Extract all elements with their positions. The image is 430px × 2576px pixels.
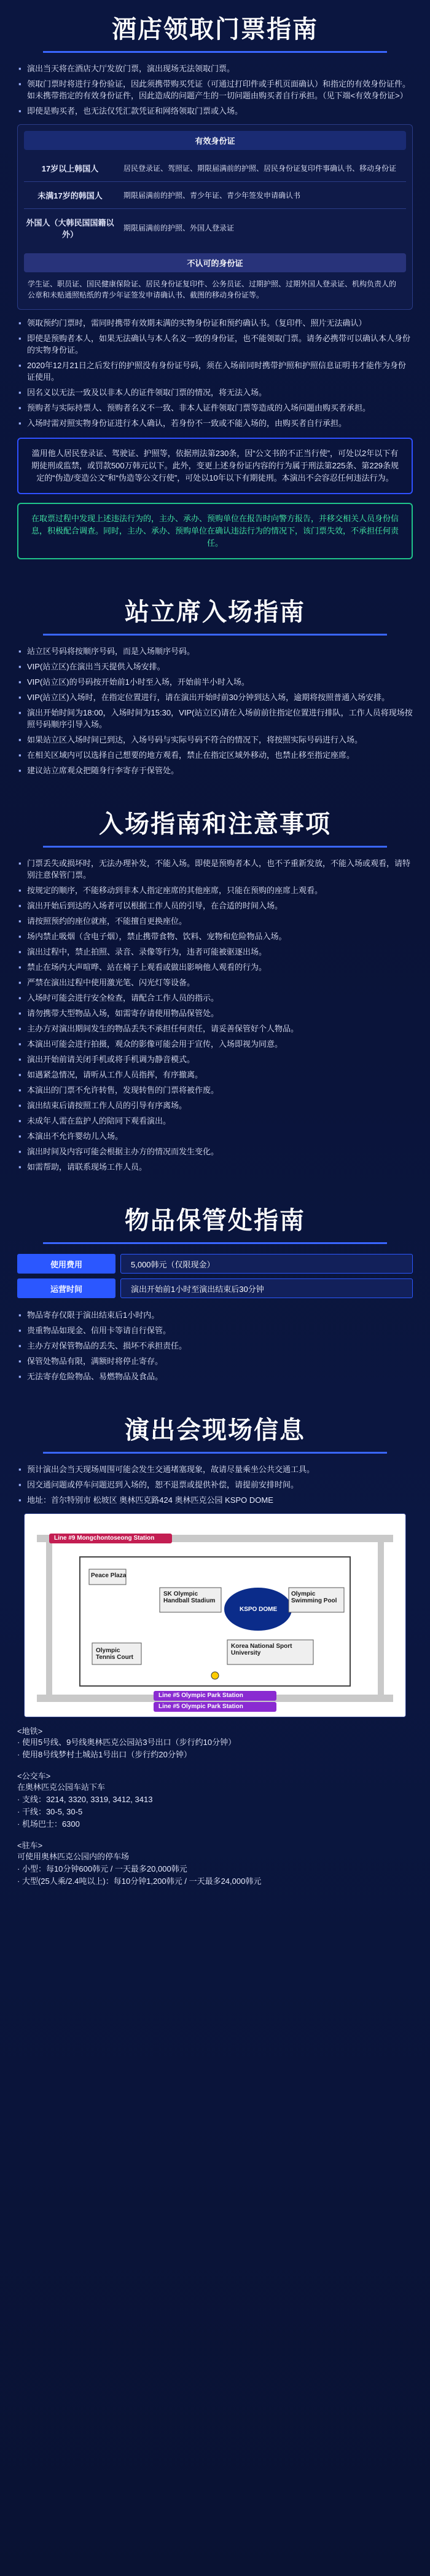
map-line5-b: Line #5 Olympic Park Station (158, 1703, 243, 1710)
id-label: 未满17岁的韩国人 (37, 191, 103, 200)
id-table (24, 155, 406, 247)
entry-bullets (17, 857, 413, 1173)
id-label: 17岁以上韩国人 (41, 164, 99, 173)
entry-bullet: ▪ 禁止在场内大声喧哗、站在椅子上观看或做出影响他人观看的行为。 (17, 961, 413, 973)
ticket-section (0, 0, 430, 559)
ticket-bullet-2: ▪ 预购者与实际持票人、预购者名义不一致、非本人证件领取门票等造成的入场问题由购买者承担。 (17, 402, 413, 414)
entry-bullet: ▪ 演出过程中，禁止拍照、录音、录像等行为，违者可能被驱逐出场。 (17, 946, 413, 958)
entry-bullet: ▪ 未成年人需在监护人的陪同下观看演出。 (17, 1115, 413, 1127)
entry-bullet: ▪ 主办方对演出期间发生的物品丢失不承担任何责任，请妥善保管好个人物品。 (17, 1023, 413, 1034)
title-underline (43, 634, 387, 636)
standing-bullet: ▪ 建议站立席观众把随身行李寄存于保管处。 (17, 765, 413, 776)
ticket-bullet-2: ▪ 入场时需对照实物身份证进行本人确认，若身份不一致或不能入场的，由购买者自行承担。 (17, 417, 413, 429)
venue-map (24, 1513, 406, 1717)
map-kor-univ: Korea National Sport University (231, 1643, 292, 1656)
standing-bullet: ▪ VIP(站立区)入场时，在指定位置进行，请在演出开始时前30分钟到达入场，逾期将按照普通入场安排。 (17, 691, 413, 703)
storage-section (0, 1176, 430, 1382)
id-desc: 期限届满前的护照、外国人登录证 (123, 224, 235, 232)
ticket-bullet-2: ▪ 2020年12月21日之后发行的护照没有身份证号码，须在入场前同时携带护照和护照信息证明书才能作为身份证使用。 (17, 360, 413, 383)
ticket-bullets-2 (17, 317, 413, 429)
parking-line: · 大型(25人乘/2.4吨以上)：每10分钟1,200韩元 / 一天最多24,000韩元 (17, 1877, 262, 1886)
entry-bullet: ▪ 演出时间及内容可能会根据主办方的情况而发生变化。 (17, 1146, 413, 1157)
entry-bullet: ▪ 本演出的门票不允许转售，发现转售的门票将被作废。 (17, 1084, 413, 1096)
ticket-bullets (17, 63, 413, 117)
ticket-bullet-2: ▪ 领取预约门票时，需同时携带有效期未满的实物身份证和预约确认书。（复印件、照片无法确认） (17, 317, 413, 329)
id-card (17, 124, 413, 310)
standing-bullet: ▪ 在相关区域内可以选择自己想要的地方观看，禁止在指定区域外移动，也禁止移至指定座席。 (17, 749, 413, 761)
ticket-bullet: ▪ 演出当天将在酒店大厅发放门票，演出现场无法领取门票。 (17, 63, 413, 74)
bus-line: · 机场巴士：6300 (17, 1819, 80, 1829)
bus-line: · 支线：3214, 3320, 3319, 3412, 3413 (17, 1795, 153, 1804)
parking-title: <驻车> (17, 1841, 43, 1850)
storage-title: 物品保管处指南 (125, 1207, 305, 1234)
warning-box (17, 438, 413, 494)
entry-bullet: ▪ 演出开始后到达的入场者可以根据工作人员的引导，在合适的时间入场。 (17, 900, 413, 912)
storage-value: 5,000韩元（仅限现金） (120, 1254, 413, 1274)
storage-bullet: ▪ 无法寄存危险物品、易燃物品及食品。 (17, 1371, 413, 1382)
standing-bullet: ▪ VIP(站立区)在演出当天提供入场安排。 (17, 661, 413, 672)
standing-bullets (17, 645, 413, 776)
storage-table (17, 1254, 413, 1298)
entry-bullet: ▪ 演出结束后请按照工作人员的引导有序离场。 (17, 1100, 413, 1111)
storage-bullet: ▪ 保管处物品有限，满额时将停止寄存。 (17, 1355, 413, 1367)
storage-row (17, 1254, 413, 1274)
parking-line: 可使用奥林匹克公园内的停车场 (17, 1852, 130, 1861)
green-warning-text: 在取票过程中发现上述违法行为的，主办、承办、预购单位在报告时向警方报告，并移交相关人员身份信息，积极配合调查。同时，主办、承办、预购单位在确认违法行为的情况下，该门票失效，不承担任何责任。 (31, 514, 399, 548)
map-line5-a: Line #5 Olympic Park Station (158, 1692, 243, 1699)
subway-line: · 使用8号线梦村土城站1号出口（步行约20分钟） (17, 1750, 192, 1759)
storage-bullet: ▪ 主办方对保管物品的丢失、损坏不承担责任。 (17, 1340, 413, 1352)
bus-title: <公交车> (17, 1771, 51, 1781)
ticket-bullet-2: ▪ 即使是预购者本人，如果无法确认与本人名义一致的身份证，也不能领取门票。请务必携带可以确认本人身份的实物身份证。 (17, 333, 413, 356)
map-olympic-swimming: Olympic Swimming Pool (291, 1591, 337, 1604)
standing-bullet: ▪ 如果站立区入场时间已到达，入场号码与实际号码不符合的情况下，将按照实际号码进行入场。 (17, 734, 413, 746)
transit-info (17, 1725, 413, 1888)
warning-text: 滥用他人居民登录证、驾驶证、护照等，依据刑法第230条，因“公文书的不正当行使”，可处以2年以下有期徒刑或监禁，或罚款500万韩元以下。此外，变更上述身份证内容的行为属于刑法第225条、第229条规定的“伪造/变造公文”和“伪造等公文行使”，可处以10年以下有期徒刑。本演出不会容忍任何违法行为。 (31, 449, 399, 483)
bus-line: · 干线：30-5, 30-5 (17, 1807, 83, 1816)
entry-bullet: ▪ 本演出不允许婴幼儿入场。 (17, 1130, 413, 1142)
storage-key: 使用费用 (17, 1254, 115, 1274)
subway-line: · 使用5号线、9号线奥林匹克公园站3号出口（步行约10分钟） (17, 1738, 237, 1747)
id-row (24, 209, 406, 247)
entry-bullet: ▪ 按规定的顺序，不能移动到非本人指定座席的其他座席，只能在预购的座席上观看。 (17, 884, 413, 896)
storage-key: 运营时间 (17, 1278, 115, 1298)
map-kspo: KSPO DOME (240, 1606, 278, 1613)
invalid-text: 学生证、职员证、国民健康保险证、居民身份证复印件、公务员证、过期护照、过期外国人登录证、机构负责人的公章和未贴通照贴纸的青少年证签发申请确认书、截图的移动身份证等。 (28, 280, 397, 299)
venue-bullets (17, 1463, 413, 1506)
entry-bullet: ▪ 请按照预约的座位就座，不能擅自更换座位。 (17, 915, 413, 927)
standing-section (0, 568, 430, 776)
title-underline (43, 1242, 387, 1244)
storage-bullet: ▪ 物品寄存仅限于演出结束后1小时内。 (17, 1309, 413, 1321)
venue-section (0, 1386, 430, 1888)
entry-bullet: ▪ 入场时可能会进行安全检查，请配合工作人员的指示。 (17, 992, 413, 1004)
bus-line: 在奥林匹克公园车站下车 (17, 1782, 106, 1792)
map-line9: Line #9 Mongchontoseong Station (54, 1535, 155, 1542)
ticket-bullet: ▪ 领取门票时将进行身份验证，因此须携带购买凭证（可通过打印件或手机页面确认）和指定的有效身份证件。如未携带指定的有效身份证件，因此造成的问题产生的一切问题由购买者自行承担。（见下端<有效身份证>） (17, 78, 413, 101)
id-desc: 居民登录证、驾照证、期限届满前的护照、居民身份证复印件事确认书、移动身份证 (123, 163, 397, 173)
storage-bullets (17, 1309, 413, 1382)
entry-bullet: ▪ 门票丢失或损坏时，无法办理补发，不能入场。即使是预购者本人，也不予重新发放，不能入场或观看，请特别注意保管门票。 (17, 857, 413, 881)
storage-row (17, 1278, 413, 1298)
venue-bullet: ▪ 地址：首尔特别市 松坡区 奥林匹克路424 奥林匹克公园 KSPO DOME (17, 1494, 413, 1506)
entry-bullet: ▪ 如需帮助，请联系现场工作人员。 (17, 1161, 413, 1173)
map-peace-plaza: Peace Plaza (91, 1572, 127, 1579)
map-svg (25, 1514, 405, 1717)
standing-bullet: ▪ 演出开始时间为18:00，入场时间为15:30，VIP(站立区)请在入场前前往指定位置进行排队，工作人员将现场按照号码顺序引导入场。 (17, 707, 413, 730)
entry-bullet: ▪ 演出开始前请关闭手机或将手机调为静音模式。 (17, 1054, 413, 1065)
title-underline (43, 846, 387, 848)
subway-title: <地铁> (17, 1727, 43, 1736)
ticket-bullet-2: ▪ 因名义以无法一致及以非本人的证件领取门票的情况，将无法入场。 (17, 387, 413, 398)
venue-bullet: ▪ 因交通问题或停车问题迟到入场的，恕不退票或提供补偿，请提前安排时间。 (17, 1479, 413, 1491)
entry-title: 入场指南和注意事项 (99, 811, 331, 838)
green-warning-box (17, 503, 413, 559)
title-underline (43, 1452, 387, 1454)
id-row (24, 155, 406, 182)
storage-value: 演出开始前1小时至演出结束后30分钟 (120, 1278, 413, 1298)
standing-title: 站立席入场指南 (125, 599, 305, 626)
entry-bullet: ▪ 严禁在演出过程中使用激光笔、闪光灯等设备。 (17, 977, 413, 988)
id-label: 外国人（大韩民国国籍以外） (26, 218, 114, 239)
venue-bullet: ▪ 预计演出会当天现场周围可能会发生交通堵塞现象，故请尽量乘坐公共交通工具。 (17, 1463, 413, 1475)
entry-bullet: ▪ 场内禁止吸烟（含电子烟），禁止携带食物、饮料、宠物和危险物品入场。 (17, 931, 413, 942)
map-olympic-tennis: Olympic Tennis Court (96, 1647, 133, 1661)
entry-bullet: ▪ 如遇紧急情况，请听从工作人员指挥，有序撤离。 (17, 1069, 413, 1081)
id-table-heading: 有效身份证 (24, 131, 406, 150)
ticket-title: 酒店领取门票指南 (112, 16, 318, 43)
venue-title: 演出会现场信息 (125, 1417, 305, 1444)
ticket-bullet: ▪ 即使是购买者，也无法仅凭汇款凭证和网络领取门票或入场。 (17, 105, 413, 117)
entry-bullet: ▪ 请勿携带大型物品入场，如需寄存请使用物品保管处。 (17, 1007, 413, 1019)
entry-section (0, 780, 430, 1173)
invalid-heading: 不认可的身份证 (24, 253, 406, 272)
title-underline (43, 51, 387, 53)
standing-bullet: ▪ 站立区号码将按顺序号码，而是入场顺序号码。 (17, 645, 413, 657)
parking-line: · 小型：每10分钟600韩元 / 一天最多20,000韩元 (17, 1864, 187, 1873)
id-desc: 期限届满前的护照、青少年证、青少年签发申请确认书 (123, 191, 301, 200)
entry-bullet: ▪ 本演出可能会进行拍摄，观众的影像可能会用于宣传，入场即视为同意。 (17, 1038, 413, 1050)
standing-bullet: ▪ VIP(站立区)的号码按开始前1小时至入场，开始前半小时入场。 (17, 676, 413, 688)
id-row (24, 182, 406, 209)
storage-bullet: ▪ 贵重物品如现金、信用卡等请自行保管。 (17, 1325, 413, 1336)
map-sk-handball: SK Olympic Handball Stadium (163, 1591, 216, 1604)
